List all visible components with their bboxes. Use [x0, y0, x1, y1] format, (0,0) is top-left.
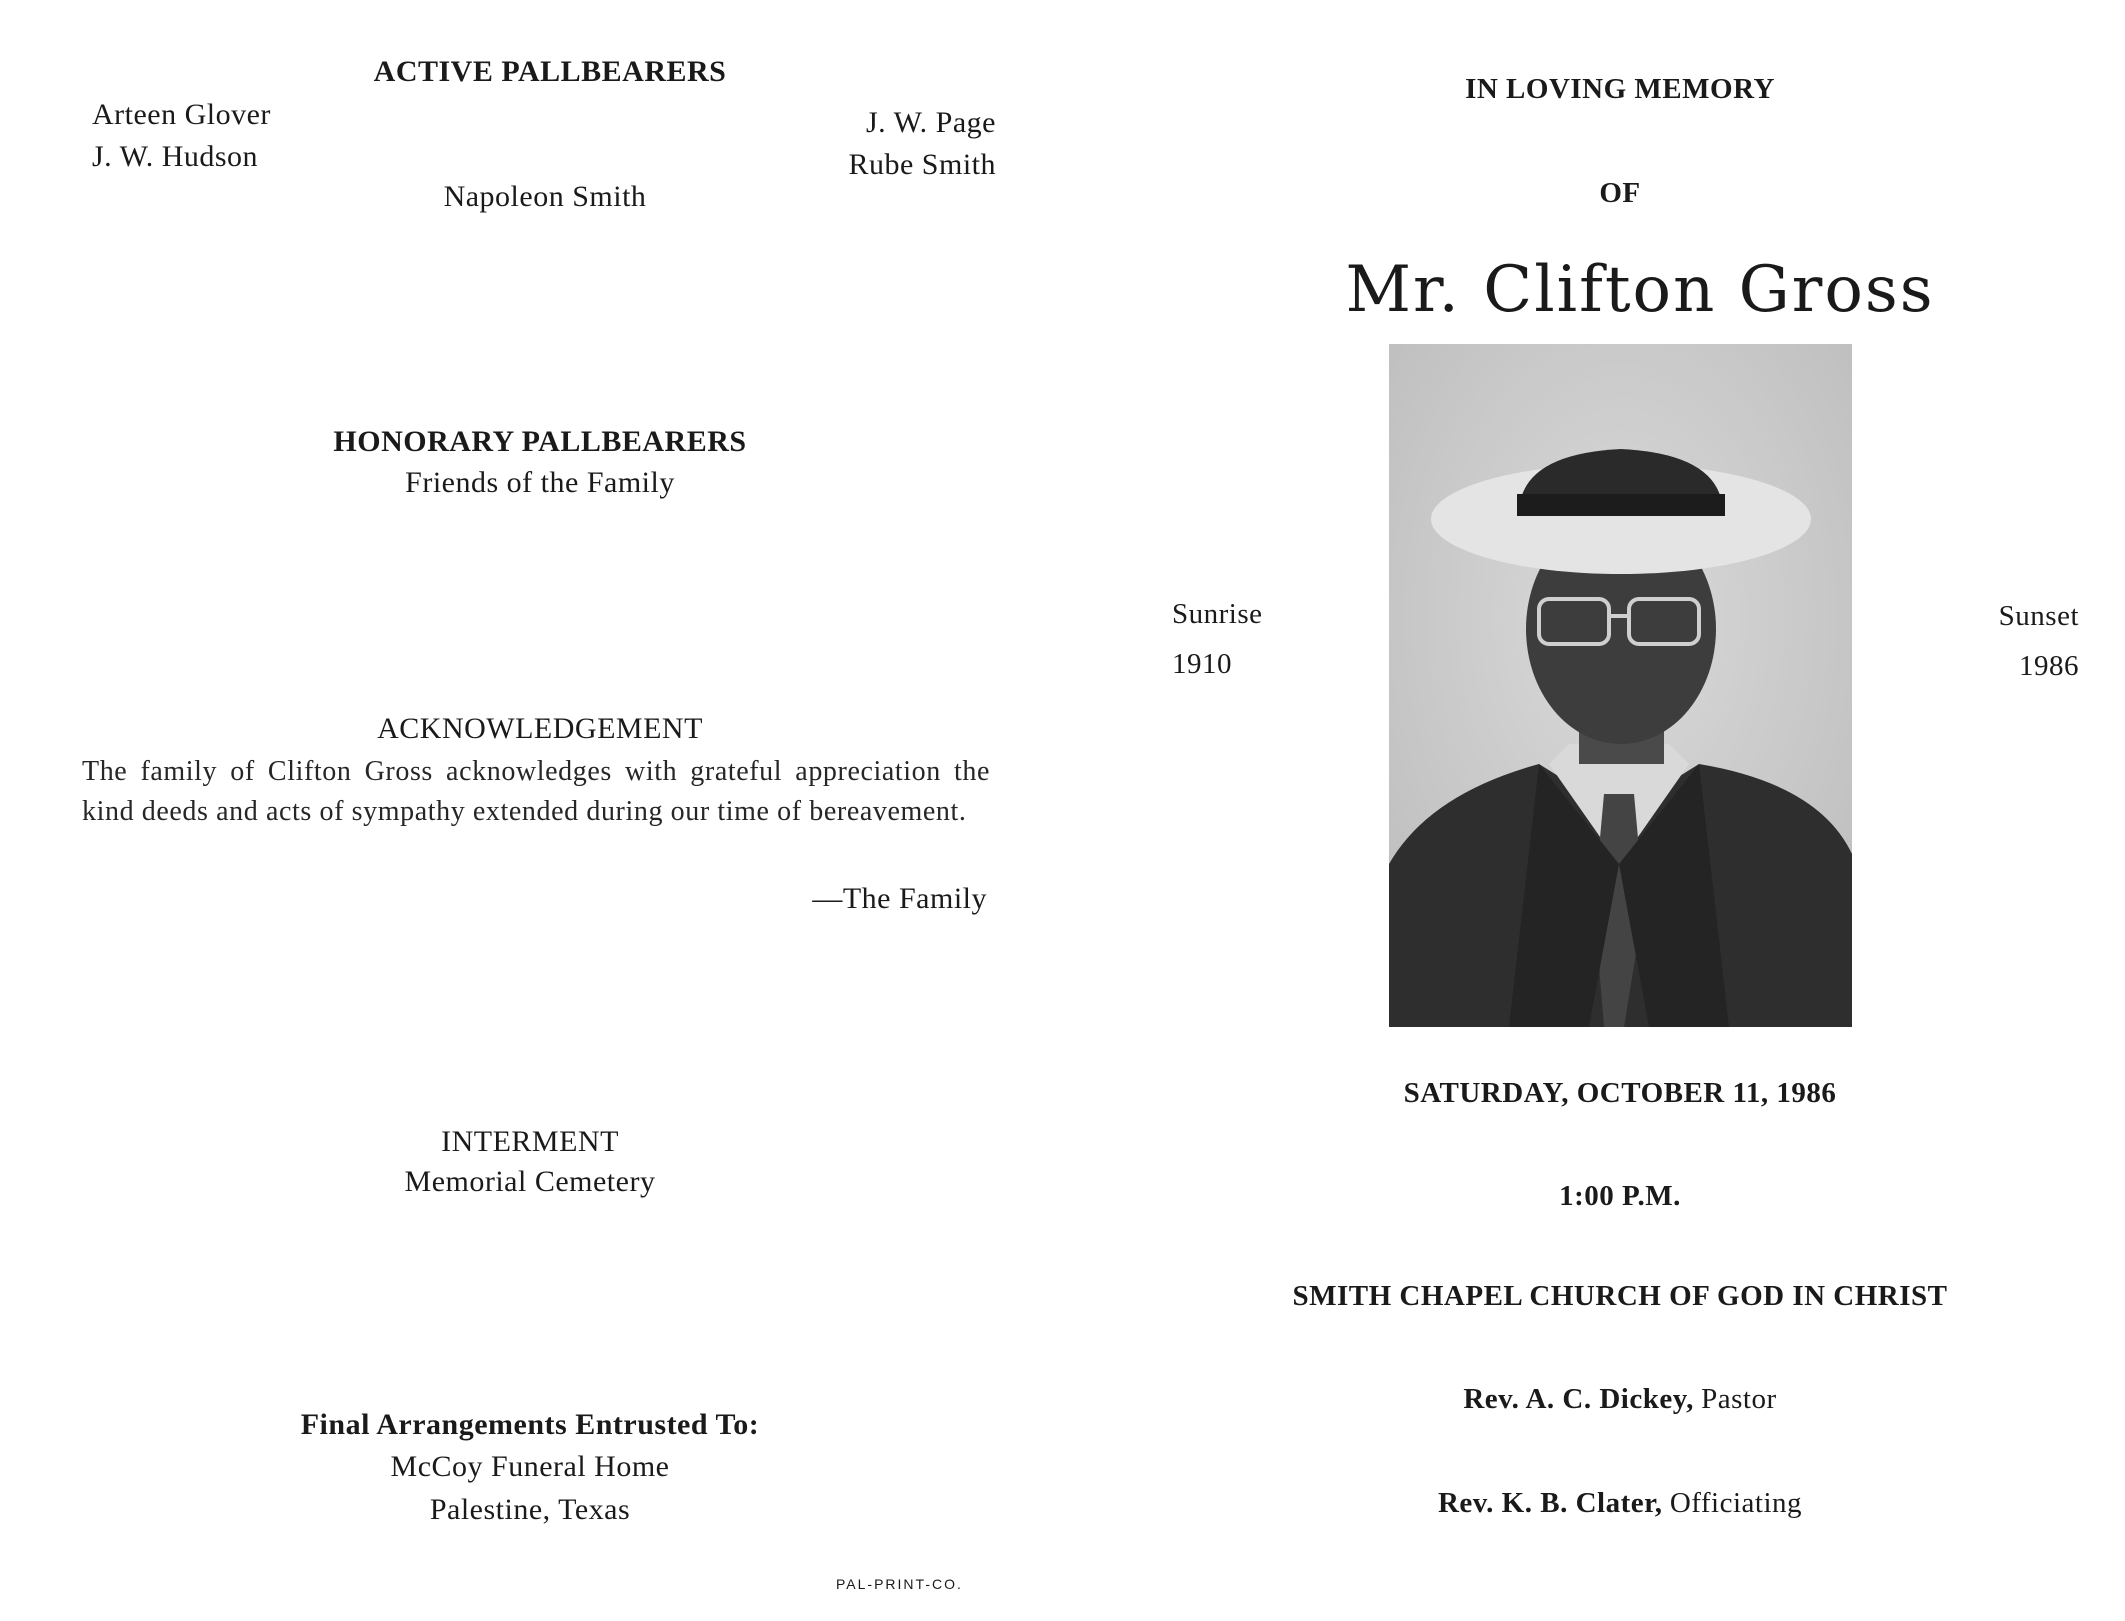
pallbearer-name: J. W. Page: [865, 106, 996, 139]
final-arrangements-heading: Final Arrangements Entrusted To:: [300, 1408, 760, 1441]
pallbearer-name: J. W. Hudson: [92, 140, 259, 173]
acknowledgement-signature: —The Family: [812, 882, 987, 915]
printer-credit: PAL-PRINT-CO.: [836, 1576, 963, 1592]
pallbearer-name: Arteen Glover: [92, 98, 271, 131]
sunrise-year: 1910: [1172, 648, 1232, 680]
sunset-label: Sunset: [1998, 600, 2079, 632]
sunset-year: 1986: [2019, 650, 2079, 682]
memorial-title-of: OF: [1599, 177, 1641, 209]
active-pallbearers-right-list: [848, 102, 996, 186]
portrait-photo: [1389, 344, 1852, 1027]
interment-heading: INTERMENT: [441, 1125, 619, 1158]
deceased-name: Mr. Clifton Gross: [1345, 253, 1935, 327]
service-time: 1:00 P.M.: [1559, 1180, 1681, 1212]
officiant-line: [1320, 1487, 1920, 1520]
sunrise-label: Sunrise: [1172, 598, 1263, 630]
pallbearer-name: Rube Smith: [848, 148, 996, 181]
acknowledgement-text: The family of Clifton Gross acknowledges with grateful appreciation the kind deeds and acts of sympathy extended during our time of bereavement.: [82, 756, 990, 827]
pastor-role: Pastor: [1701, 1383, 1777, 1415]
pastor-name: Rev. A. C. Dickey,: [1463, 1383, 1694, 1415]
memorial-title: IN LOVING MEMORY: [1465, 73, 1775, 105]
portrait-illustration: [1389, 344, 1852, 1027]
acknowledgement-heading: ACKNOWLEDGEMENT: [377, 712, 703, 745]
pallbearer-name-center: Napoleon Smith: [443, 180, 647, 213]
church-name: SMITH CHAPEL CHURCH OF GOD IN CHRIST: [1292, 1280, 1948, 1312]
funeral-home-location: Palestine, Texas: [429, 1493, 631, 1526]
active-pallbearers-left-list: [92, 94, 271, 178]
funeral-home-name: McCoy Funeral Home: [390, 1450, 670, 1483]
officiant-role: Officiating: [1669, 1487, 1803, 1519]
pastor-line: [1320, 1383, 1920, 1416]
honorary-pallbearers-heading: HONORARY PALLBEARERS: [333, 425, 747, 458]
honorary-pallbearers-text: Friends of the Family: [405, 466, 675, 499]
service-date: SATURDAY, OCTOBER 11, 1986: [1403, 1077, 1837, 1109]
active-pallbearers-heading: ACTIVE PALLBEARERS: [373, 55, 727, 88]
officiant-name: Rev. K. B. Clater,: [1437, 1487, 1663, 1519]
interment-text: Memorial Cemetery: [404, 1165, 656, 1198]
